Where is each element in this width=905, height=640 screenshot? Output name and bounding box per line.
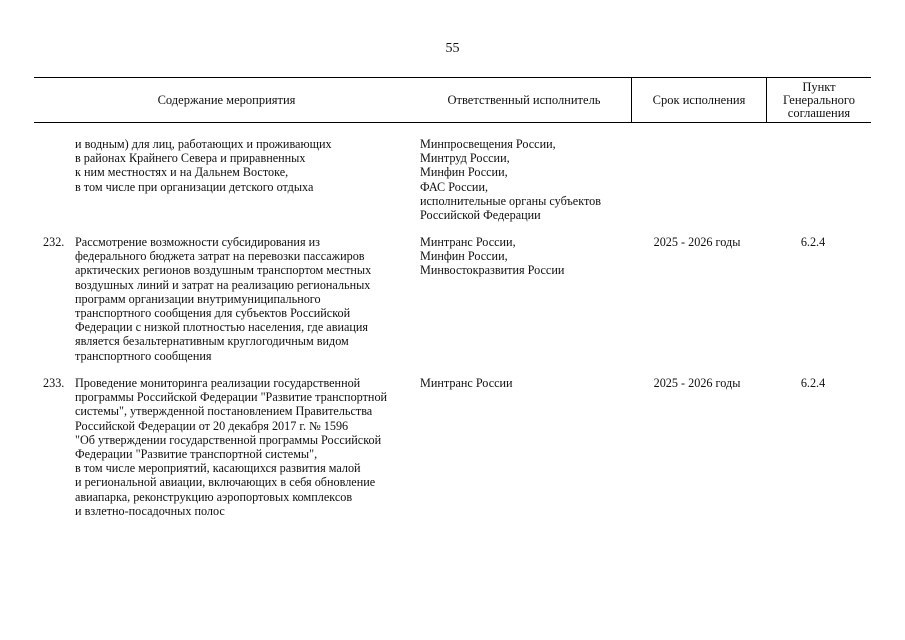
row-content: Проведение мониторинга реализации государственной программы Российской Федерации "Развитие транспортной системы", утвержденной постановлением Правительства Российской Федерации от 20 декабря 2017 г. № 1596 "Об утверждении государственной программы Российской Федерации "Развитие транспортной системы", в том числе мероприятий, касающихся развития малой и региональной авиации, включающих в себя обновление авиапарка, реконструкцию аэропортовых комплексов и взлетно-посадочных полос <box>75 376 388 518</box>
row-point: 6.2.4 <box>800 235 826 249</box>
row-responsible: Минтранс России <box>420 376 513 390</box>
row-responsible: Минтранс России, Минфин России, Минвостокразвития России <box>420 235 565 278</box>
header-content: Содержание мероприятия <box>157 92 296 107</box>
header-term: Срок исполнения <box>652 92 746 107</box>
row-number: 232. <box>43 235 65 249</box>
row-responsible: Минпросвещения России, Минтруд России, Минфин России, ФАС России, исполнительные органы субъектов Российской Федерации <box>420 137 601 223</box>
row-term: 2025 - 2026 годы <box>653 235 741 249</box>
row-point: 6.2.4 <box>800 376 826 390</box>
row-content: Рассмотрение возможности субсидирования из федерального бюджета затрат на перевозки пассажиров арктических регионов воздушным транспортом местных воздушных линий и затрат на реализацию региональных программ организации внутримуниципального транспортного сообщения для субъектов Российской Федерации с низкой плотностью населения, где авиация является безальтернативным круглогодичным видом транспортного сообщения <box>75 235 372 363</box>
row-number: 233. <box>43 376 65 390</box>
page-number: 55 <box>445 41 460 56</box>
header-point: Пункт Генерального соглашения <box>783 79 855 120</box>
header-responsible: Ответственный исполнитель <box>447 92 601 107</box>
table-header <box>34 77 871 123</box>
row-term: 2025 - 2026 годы <box>653 376 741 390</box>
row-content: и водным) для лиц, работающих и проживающих в районах Крайнего Севера и приравненных к ним местностях и на Дальнем Востоке, в том числе при организации детского отдыха <box>75 137 332 194</box>
